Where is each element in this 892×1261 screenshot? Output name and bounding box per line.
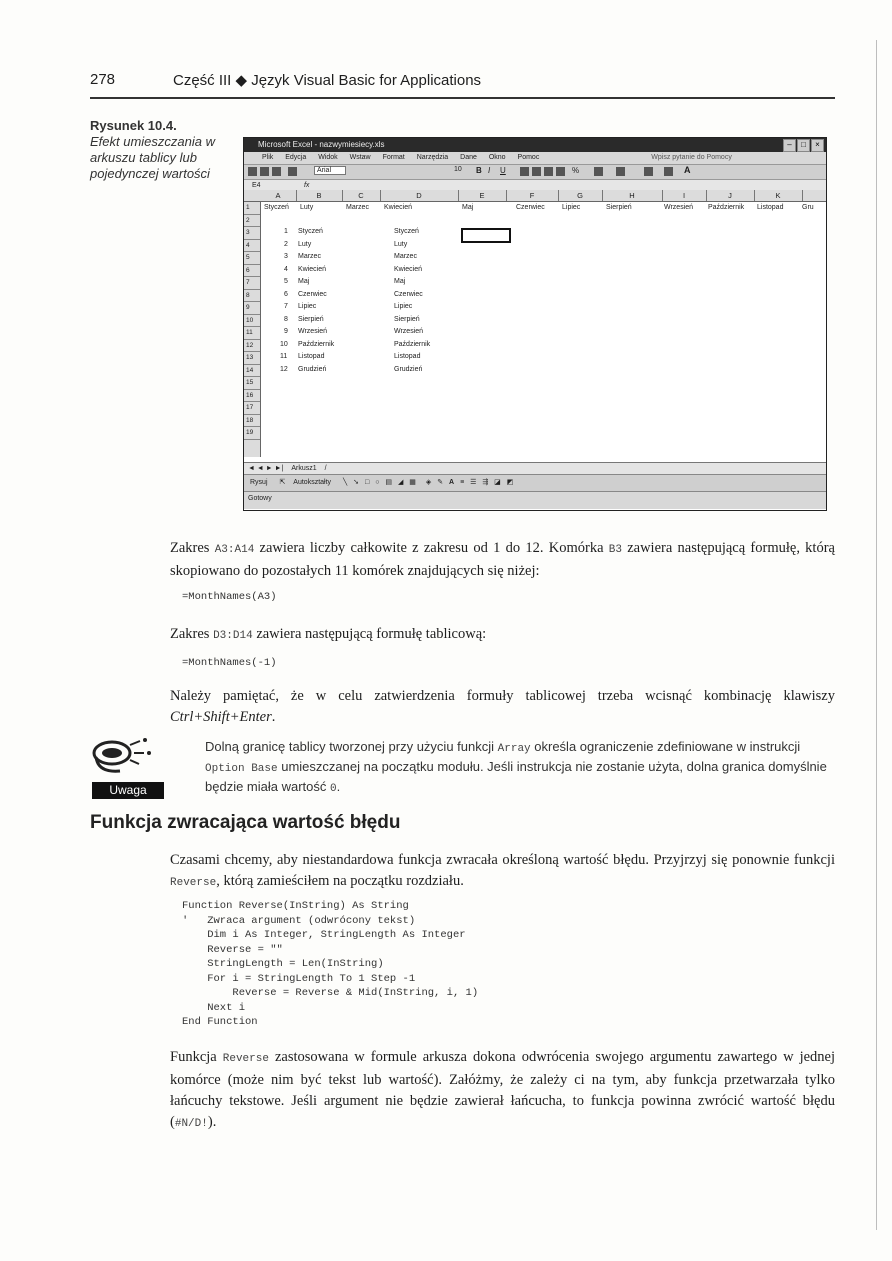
cell-d1[interactable]: Kwiecień — [384, 204, 413, 211]
figure-label: Rysunek 10.4. — [90, 118, 177, 133]
col-header[interactable]: J — [706, 190, 755, 201]
cell-j1[interactable]: Październik — [708, 204, 745, 211]
note-text: Dolną granicę tablicy tworzonej przy użyciu funkcji Array określa ograniczenie zdefiniowane w instrukcji Option Base umieszczanej na początku modułu. Jeśli instrukcja nie zostanie użyta, dolna granica domyślnie będzie miała wartość 0. — [205, 739, 827, 795]
cell-b[interactable]: Czerwiec — [298, 290, 327, 298]
cursor-icon[interactable]: ⇱ — [279, 479, 286, 486]
cell-d[interactable]: Kwiecień — [394, 265, 423, 273]
cell-b[interactable]: Grudzień — [298, 365, 327, 373]
line-color-icon[interactable]: ✎ — [437, 479, 444, 486]
cell-b[interactable]: Listopad — [298, 353, 325, 360]
cell-a[interactable]: 8 — [284, 315, 288, 323]
align-center-icon[interactable] — [532, 167, 541, 176]
header-rule — [90, 97, 835, 99]
clipart-icon[interactable]: ▦ — [409, 479, 416, 486]
autoshapes-menu[interactable]: Autokształty — [293, 479, 332, 486]
cell-a[interactable]: 7 — [284, 303, 288, 310]
col-header[interactable]: G — [558, 190, 603, 201]
inline-code: A3:A14 — [214, 544, 255, 556]
font-name-select[interactable]: Arial — [314, 166, 346, 175]
cell-c1[interactable]: Marzec — [346, 204, 369, 211]
borders-icon[interactable] — [644, 167, 653, 176]
cell-f1[interactable]: Czerwiec — [516, 204, 545, 211]
row-header[interactable]: 19 — [244, 427, 260, 440]
cell-a[interactable]: 9 — [284, 328, 288, 335]
cell-d[interactable]: Marzec — [394, 253, 417, 260]
align-right-icon[interactable] — [544, 167, 553, 176]
cell-d[interactable]: Styczeń — [394, 228, 419, 235]
dash-style-icon[interactable]: ☰ — [470, 479, 477, 486]
font-size-select[interactable]: 10 — [454, 166, 462, 173]
col-header[interactable]: E — [458, 190, 507, 201]
textbox-icon[interactable]: ▤ — [385, 479, 392, 486]
inline-code: D3:D14 — [213, 630, 253, 642]
cell-b[interactable]: Wrzesień — [298, 328, 328, 335]
row-header[interactable]: 10 — [244, 315, 260, 328]
cell-e1[interactable]: Maj — [462, 204, 474, 211]
status-bar — [244, 491, 826, 509]
cell-d[interactable]: Wrzesień — [394, 328, 424, 335]
cell-a[interactable]: 11 — [280, 353, 288, 360]
code-block: =MonthNames(-1) — [182, 657, 277, 669]
cell-b[interactable]: Kwiecień — [298, 265, 327, 273]
fill-color-icon[interactable] — [664, 167, 673, 176]
excel-window-title: Microsoft Excel - nazwymiesiecy.xls — [258, 140, 385, 149]
excel-titlebar — [244, 138, 826, 152]
cell-a[interactable]: 1 — [284, 228, 288, 235]
running-header: Część III ◆ Język Visual Basic for Applications — [173, 72, 482, 89]
row-header[interactable]: 17 — [244, 402, 260, 415]
row-header[interactable]: 3 — [244, 227, 260, 240]
underline-icon[interactable]: U — [500, 166, 506, 175]
inline-code: Reverse — [222, 1053, 269, 1065]
row-header[interactable]: 1 — [244, 202, 260, 215]
excel-toolbar — [244, 165, 826, 180]
sheet-tabs-bar: ◄ ◄ ► ►| Arkusz1 / — [244, 462, 826, 474]
cell-b1[interactable]: Luty — [300, 204, 314, 211]
cell-l1[interactable]: Gru — [802, 204, 814, 211]
menu-edit[interactable]: Edycja — [285, 154, 307, 161]
cell-b[interactable]: Lipiec — [298, 303, 317, 310]
row-header[interactable]: 12 — [244, 340, 260, 353]
row-headers — [244, 202, 261, 457]
draw-menu[interactable]: Rysuj — [250, 479, 268, 486]
cell-h1[interactable]: Sierpień — [606, 204, 632, 211]
maximize-icon[interactable]: □ — [797, 139, 810, 152]
line-style-icon[interactable]: ≡ — [460, 479, 465, 486]
row-header[interactable]: 2 — [244, 215, 260, 228]
drawing-toolbar — [244, 474, 826, 491]
row-header[interactable]: 14 — [244, 365, 260, 378]
row-header[interactable]: 7 — [244, 277, 260, 290]
note-label: Uwaga — [92, 782, 164, 799]
italic-icon[interactable]: I — [488, 166, 491, 175]
text-color-icon[interactable]: A — [449, 479, 455, 486]
col-header[interactable]: I — [662, 190, 707, 201]
minimize-icon[interactable]: – — [783, 139, 796, 152]
cell-d[interactable]: Czerwiec — [394, 290, 423, 298]
close-icon[interactable]: × — [811, 139, 824, 152]
row-header[interactable]: 4 — [244, 240, 260, 253]
inline-code: 0 — [330, 783, 337, 795]
undo-icon[interactable] — [288, 167, 297, 176]
cell-b[interactable]: Sierpień — [298, 315, 324, 323]
cell-a1[interactable]: Styczeń — [264, 204, 289, 211]
page-number: 278 — [90, 71, 116, 88]
active-cell-selection[interactable] — [461, 228, 511, 243]
menu-tools[interactable]: Narzędzia — [416, 154, 449, 161]
section-heading: Funkcja zwracająca wartość błędu — [90, 812, 401, 833]
bold-icon[interactable]: B — [476, 166, 482, 175]
menu-insert[interactable]: Wstaw — [349, 154, 371, 161]
code-block: =MonthNames(A3) — [182, 591, 277, 603]
cell-b[interactable]: Październik — [298, 340, 335, 348]
row-header[interactable]: 16 — [244, 390, 260, 403]
rectangle-icon[interactable]: □ — [365, 479, 370, 486]
inline-code: Reverse — [170, 877, 217, 889]
inline-code: B3 — [608, 544, 622, 556]
col-header[interactable]: K — [754, 190, 803, 201]
help-question-box[interactable]: Wpisz pytanie do Pomocy — [651, 154, 732, 161]
arrow-style-icon[interactable]: ⇶ — [482, 479, 489, 486]
oval-icon[interactable]: ○ — [375, 479, 380, 486]
row-header[interactable]: 9 — [244, 302, 260, 315]
line-icon[interactable]: ╲ — [343, 479, 348, 486]
cell-d[interactable]: Październik — [394, 340, 431, 348]
inline-code: #N/D! — [174, 1118, 208, 1130]
col-header[interactable]: F — [506, 190, 559, 201]
paragraph: Funkcja Reverse zastosowana w formule arkusza dokona odwrócenia swojego argumentu zawartego w jednej komórce (może nim być tekst lub wartość). Załóżmy, że zależy ci na tym, aby funkcja przetwarzała tylko łańcuchy tekstowe. Jeśli argument nie będzie zawierał łańcucha, to funkcja powinna zwrócić wartość błędu (#N/D!). — [170, 1049, 836, 1130]
merge-icon[interactable] — [556, 167, 565, 176]
cell-a[interactable]: 4 — [284, 265, 288, 273]
cell-d[interactable]: Grudzień — [394, 365, 423, 373]
cell-a[interactable]: 5 — [284, 278, 288, 285]
keyboard-shortcut: Ctrl+Shift+Enter — [170, 709, 272, 725]
col-header[interactable]: C — [342, 190, 381, 201]
new-icon[interactable] — [248, 167, 257, 176]
name-box[interactable]: E4 — [252, 182, 261, 189]
cell-b[interactable]: Maj — [298, 278, 310, 285]
indent-icon[interactable] — [616, 167, 625, 176]
cell-d[interactable]: Sierpień — [394, 315, 420, 323]
figure-caption — [90, 118, 238, 182]
cell-b[interactable]: Marzec — [298, 253, 321, 260]
paragraph: Zakres A3:A14 zawiera liczby całkowite z zakresu od 1 do 12. Komórka B3 zawiera następującą formułę, którą skopiowano do pozostałych 11 komórek znajdujących się niżej: — [170, 540, 835, 579]
inline-code: Option Base — [205, 763, 278, 775]
row-header[interactable]: 15 — [244, 377, 260, 390]
row-header[interactable]: 8 — [244, 290, 260, 303]
open-icon[interactable] — [260, 167, 269, 176]
percent-icon[interactable]: % — [572, 166, 580, 175]
save-icon[interactable] — [272, 167, 281, 176]
fill-icon[interactable]: ◈ — [425, 479, 432, 486]
cell-a[interactable]: 3 — [284, 253, 288, 260]
wordart-icon[interactable]: ◢ — [397, 479, 404, 486]
col-header[interactable]: B — [296, 190, 343, 201]
menu-data[interactable]: Dane — [460, 154, 477, 161]
code-block: Function Reverse(InString) As String ' Zwraca argument (odwrócony tekst) Dim i As Integer, StringLength As Integer Reverse = "" StringLength = Len(InString) For i = StringLength To 1 Step -1 Reverse = Reverse & Mid(InString, i, 1) Next i End Function — [182, 900, 479, 1028]
page-edge-line — [876, 40, 877, 1230]
paragraph: Czasami chcemy, aby niestandardowa funkcja zwracała określoną wartość błędu. Przyjrzyj się ponownie funkcji Reverse, którą zamieściłem na początku rozdziału. — [170, 852, 835, 889]
paragraph: Zakres D3:D14 zawiera następującą formułę tablicową: — [170, 626, 487, 642]
status-text: Gotowy — [248, 495, 272, 502]
cell-d[interactable]: Luty — [394, 240, 408, 248]
col-header[interactable]: A — [260, 190, 297, 201]
row-header[interactable]: 6 — [244, 265, 260, 278]
cell-a[interactable]: 10 — [280, 340, 288, 348]
paragraph: Należy pamiętać, że w celu zatwierdzenia formuły tablicowej trzeba wcisnąć kombinację klawiszy Ctrl+Shift+Enter. — [170, 688, 835, 725]
font-color-icon[interactable]: A — [684, 165, 691, 175]
tab-nav-icon[interactable]: ◄ ◄ ► ►| — [248, 465, 284, 472]
cell-d[interactable]: Maj — [394, 278, 406, 285]
menu-window[interactable]: Okno — [488, 154, 506, 161]
menu-view[interactable]: Widok — [318, 154, 338, 161]
decimal-icon[interactable] — [594, 167, 603, 176]
col-header[interactable]: D — [380, 190, 459, 201]
cell-b[interactable]: Styczeń — [298, 228, 323, 235]
cell-d[interactable]: Listopad — [394, 353, 421, 360]
row-header[interactable]: 11 — [244, 327, 260, 340]
column-headers — [244, 190, 826, 202]
3d-icon[interactable]: ◩ — [506, 479, 514, 486]
cell-g1[interactable]: Lipiec — [562, 204, 581, 211]
inline-code: Array — [497, 743, 531, 755]
cell-d[interactable]: Lipiec — [394, 303, 413, 310]
cell-a[interactable]: 12 — [280, 365, 288, 373]
cell-k1[interactable]: Listopad — [757, 204, 784, 211]
cell-b[interactable]: Luty — [298, 240, 312, 248]
col-header[interactable]: H — [602, 190, 663, 201]
menu-file[interactable]: Plik — [262, 154, 274, 161]
excel-window-figure — [243, 137, 827, 511]
row-header[interactable]: 5 — [244, 252, 260, 265]
excel-menubar — [244, 152, 826, 165]
figure-description: Efekt umieszczania w arkuszu tablicy lub pojedynczej wartości — [90, 134, 215, 181]
shadow-icon[interactable]: ◪ — [494, 479, 501, 486]
fx-icon[interactable]: fx — [303, 182, 310, 189]
row-header[interactable]: 13 — [244, 352, 260, 365]
menu-help[interactable]: Pomoc — [517, 154, 540, 161]
cell-a[interactable]: 6 — [284, 290, 288, 298]
align-left-icon[interactable] — [520, 167, 529, 176]
cell-i1[interactable]: Wrzesień — [664, 204, 694, 211]
arrow-icon[interactable]: ➘ — [353, 479, 360, 486]
sheet-tab[interactable]: Arkusz1 — [291, 465, 317, 472]
menu-format[interactable]: Format — [382, 154, 405, 161]
row-header[interactable]: 18 — [244, 415, 260, 428]
cell-a[interactable]: 2 — [284, 240, 288, 248]
